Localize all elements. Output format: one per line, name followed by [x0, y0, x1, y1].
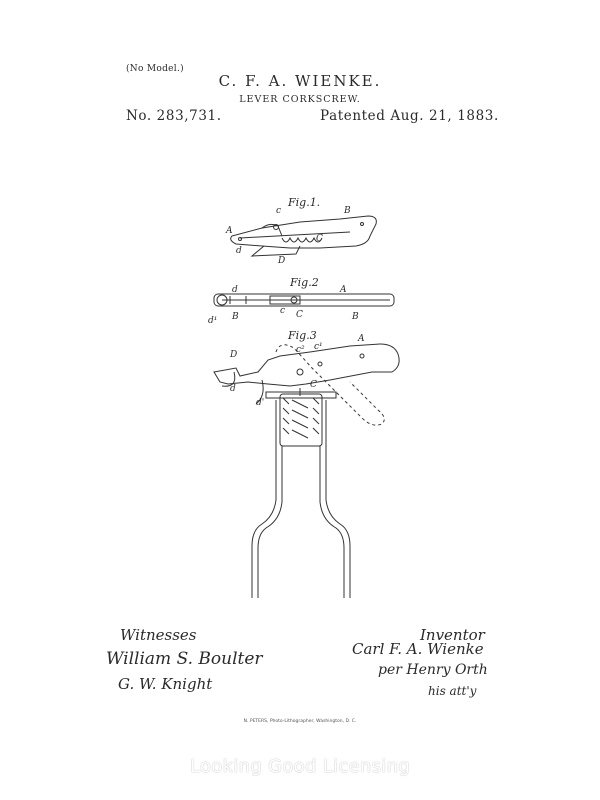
fig3-ref-d-upper: D: [230, 350, 238, 360]
no-model-note: (No Model.): [126, 64, 184, 74]
fig3-ref-c-upper: C: [310, 380, 317, 390]
fig2-ref-a: A: [340, 285, 347, 295]
figure-3-drawing: [214, 344, 399, 598]
patent-date: Patented Aug. 21, 1883.: [320, 108, 499, 124]
attorney-signature: per Henry Orth: [378, 662, 488, 678]
inventor-signature: Carl F. A. Wienke: [352, 640, 484, 658]
inventor-label: Inventor: [420, 626, 485, 644]
fig1-ref-b: B: [344, 206, 351, 216]
fig1-ref-a: A: [226, 226, 233, 236]
fig3-ref-c2: c²: [296, 345, 305, 355]
witnesses-label: Witnesses: [120, 626, 197, 644]
fig1-ref-c: c: [276, 206, 282, 216]
fig-3-label: Fig.3: [288, 329, 317, 342]
fig2-ref-b-right: B: [352, 312, 359, 322]
fig3-ref-c1: c¹: [314, 342, 323, 352]
witness-signature-1: William S. Boulter: [106, 649, 263, 669]
fig2-ref-d1: d¹: [208, 316, 218, 326]
fig3-ref-a: A: [358, 334, 365, 344]
patent-number: No. 283,731.: [126, 108, 222, 124]
inventor-name: C. F. A. WIENKE.: [218, 72, 382, 90]
photolithographer-credit: N. PETERS, Photo-Lithographer, Washington, D. C.: [243, 719, 357, 724]
fig2-ref-d: d: [232, 285, 238, 295]
fig2-ref-b-left: B: [232, 312, 239, 322]
witness-signature-2: G. W. Knight: [118, 675, 213, 693]
fig3-ref-d: d: [230, 384, 236, 394]
fig1-ref-d: d: [236, 246, 242, 256]
fig-2-label: Fig.2: [290, 276, 319, 289]
fig1-ref-d-upper: D: [278, 256, 286, 266]
watermark-text: Looking Good Licensing: [189, 756, 411, 777]
figure-2-drawing: [214, 294, 394, 306]
fig3-ref-d-prime: d': [256, 398, 265, 408]
attorney-role: his att'y: [428, 684, 477, 698]
patent-title: LEVER CORKSCREW.: [239, 94, 361, 105]
fig2-ref-c: c: [280, 306, 286, 316]
fig-1-label: Fig.1.: [288, 196, 321, 209]
figure-1-drawing: [231, 216, 377, 256]
fig1-ref-c-upper: C: [316, 234, 323, 244]
fig2-ref-c-upper: C: [296, 310, 303, 320]
